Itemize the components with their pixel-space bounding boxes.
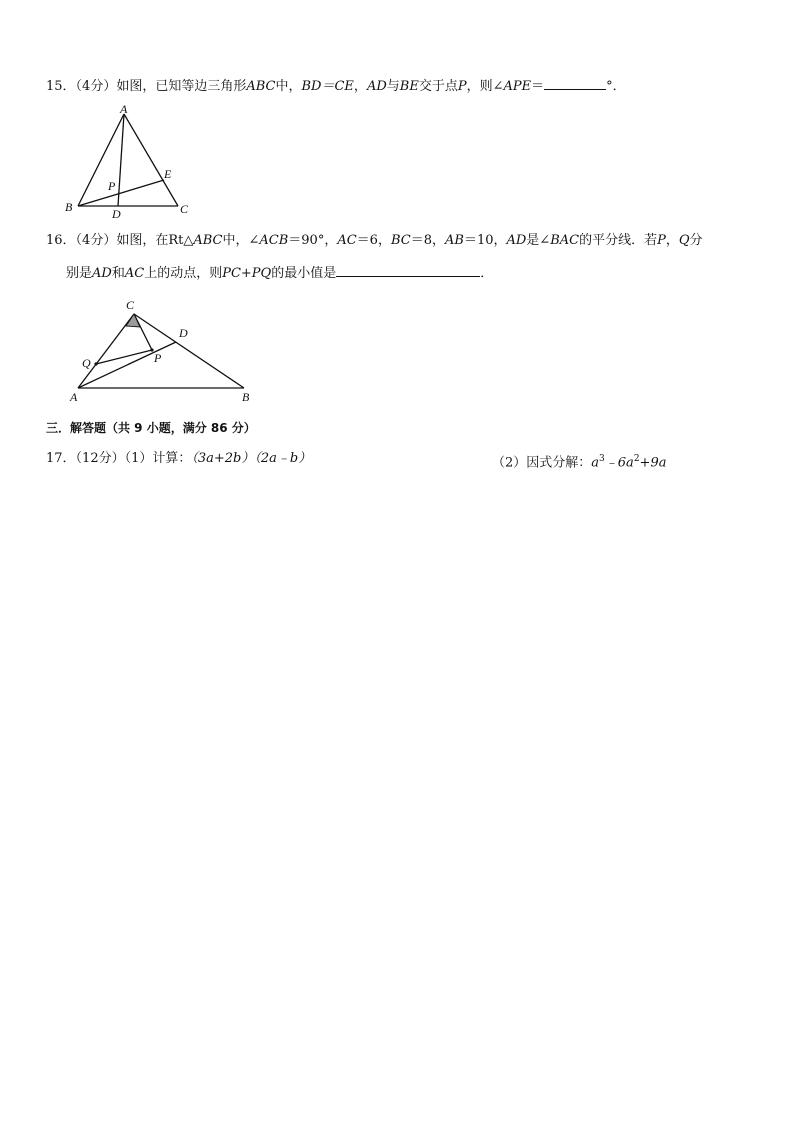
math-expression: （3a+2b）（2a﹣b） (191, 451, 312, 466)
math-expression: +9a (639, 455, 667, 471)
question-stem: 是∠ (526, 233, 551, 248)
label-A: A (120, 102, 128, 116)
question-stem: 上的动点，则 (144, 266, 223, 281)
degree-symbol: ° (606, 79, 613, 94)
question-stem: 如图，在Rt△ (116, 233, 194, 248)
question-stem: 和 (111, 266, 125, 281)
math-term: AC (124, 266, 145, 281)
question-stem: ＝6， (356, 233, 391, 248)
math-term: ABC (246, 79, 276, 94)
question-stem: 的最小值是 (271, 266, 337, 281)
figure-q15 (60, 102, 200, 222)
math-term: BC (390, 233, 411, 248)
exponent: 2 (633, 454, 640, 464)
part-label: （1）计算： (124, 451, 192, 466)
question-stem: 交于点 (418, 79, 458, 94)
math-term: Q (678, 233, 690, 248)
question-16-line1 (46, 232, 703, 250)
punctuation: ． (480, 266, 494, 281)
question-stem: 如图，已知等边三角形 (116, 79, 247, 94)
exponent: 3 (599, 454, 605, 464)
label-P: P (154, 351, 162, 365)
label-B: B (242, 390, 250, 404)
math-term: AD (366, 79, 387, 94)
math-term: ABC (193, 233, 223, 248)
math-expression: a (591, 455, 600, 471)
label-E: E (164, 167, 172, 181)
math-term: AB (444, 233, 464, 248)
question-stem: 中，∠ (222, 233, 260, 248)
question-stem: ＝10， (463, 233, 507, 248)
punctuation: ， (665, 233, 679, 248)
question-number: 17． (46, 451, 76, 466)
math-term: BE (399, 79, 419, 94)
label-B: B (65, 200, 73, 214)
question-stem: 中， (275, 79, 302, 94)
label-Q: Q (82, 356, 91, 370)
punctuation: ． (612, 79, 626, 94)
math-term: BD＝CE (301, 79, 354, 94)
label-D: D (112, 207, 121, 221)
question-stem: ，则∠ (466, 79, 504, 94)
question-stem: 别是 (66, 266, 93, 281)
label-A: A (70, 390, 78, 404)
punctuation: ＝ (531, 79, 545, 94)
math-term: ACB (259, 233, 289, 248)
question-17-part1 (46, 450, 311, 468)
math-term: AD (92, 266, 112, 281)
math-expression: ﹣6a (604, 455, 634, 471)
math-term: P (657, 233, 666, 248)
part-label: （2）因式分解： (492, 455, 592, 471)
math-term: AC (337, 233, 357, 248)
label-C: C (126, 298, 135, 312)
question-stem: ＝8， (410, 233, 445, 248)
answer-blank[interactable] (544, 76, 606, 90)
punctuation: ， (353, 79, 367, 94)
points-label: （4分） (75, 79, 117, 94)
math-term: BAC (550, 233, 580, 248)
question-16-line2 (66, 263, 493, 283)
label-P: P (108, 179, 116, 193)
math-term: APE (503, 79, 532, 94)
figure-q16 (66, 294, 266, 404)
label-D: D (179, 326, 188, 340)
question-stem: 分 (689, 233, 703, 248)
question-number: 16． (46, 233, 76, 248)
math-term: AD (506, 233, 527, 248)
math-term: PC+PQ (222, 266, 272, 281)
points-label: （12分） (75, 451, 125, 466)
question-stem: 与 (386, 79, 400, 94)
label-C: C (180, 202, 189, 216)
question-number: 15． (46, 79, 76, 94)
points-label: （4分） (75, 233, 117, 248)
question-stem: ＝90°， (288, 233, 338, 248)
question-15-text (46, 76, 626, 96)
section-heading: 三．解答题（共 9 小题，满分 86 分） (46, 421, 256, 435)
answer-blank[interactable] (336, 263, 480, 277)
point-q-dot (94, 362, 97, 365)
question-17-part2 (492, 450, 666, 472)
question-stem: 的平分线．若 (579, 233, 658, 248)
math-term: P (457, 79, 467, 94)
